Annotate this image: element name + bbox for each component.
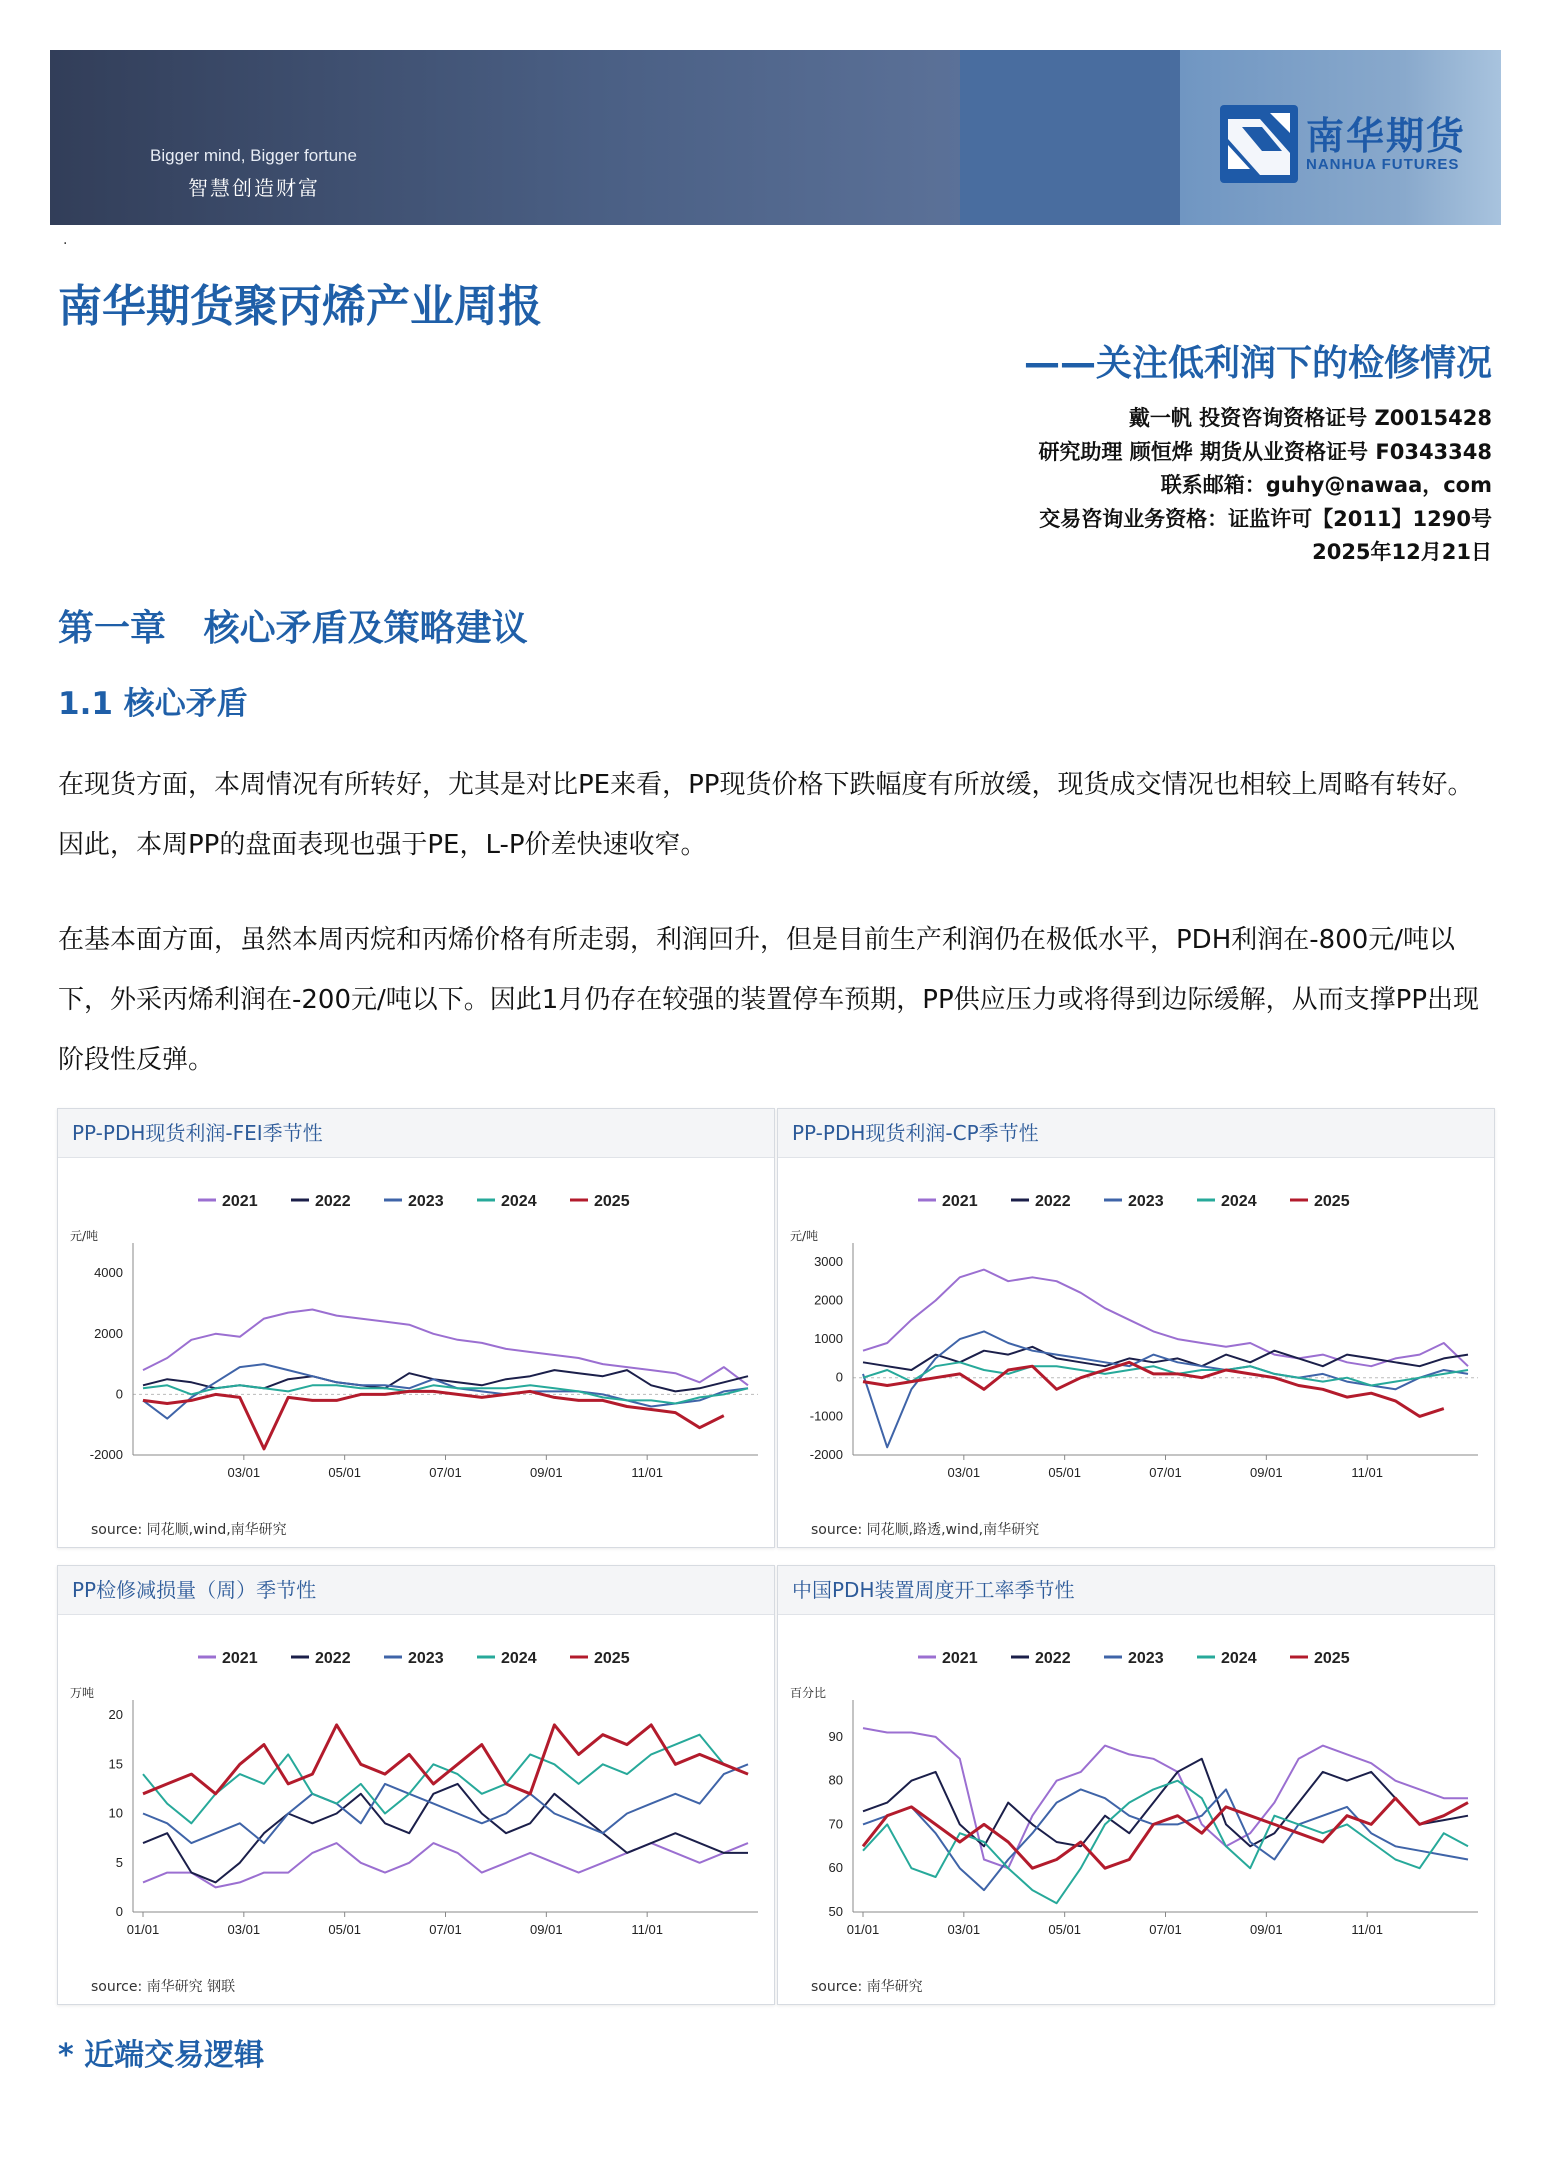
y-tick-label: -1000 xyxy=(809,1408,843,1424)
y-tick-label: -2000 xyxy=(809,1447,843,1462)
x-tick-label: 07/01 xyxy=(1149,1922,1182,1937)
legend-label-2022: 2022 xyxy=(1035,1193,1071,1210)
series-line-2023 xyxy=(143,1764,748,1843)
y-axis-unit: 百分比 xyxy=(790,1686,827,1700)
series-line-2025 xyxy=(143,1725,748,1794)
x-tick-label: 05/01 xyxy=(328,1465,361,1480)
y-tick-label: 5 xyxy=(115,1854,123,1870)
series-line-2022 xyxy=(863,1759,1468,1847)
x-tick-label: 07/01 xyxy=(429,1922,462,1937)
series-line-2023 xyxy=(863,1331,1468,1447)
legend-label-2021: 2021 xyxy=(942,1650,978,1667)
y-tick-label: 2000 xyxy=(814,1292,843,1308)
series-line-2024 xyxy=(143,1735,748,1824)
x-tick-label: 09/01 xyxy=(1250,1922,1283,1937)
legend-label-2024: 2024 xyxy=(501,1650,537,1667)
chart-source: source: 南华研究 钢联 xyxy=(91,1979,236,1995)
chart-title: 中国PDH装置周度开工率季节性 xyxy=(778,1566,1494,1615)
report-subtitle: ——关注低利润下的检修情况 xyxy=(1023,343,1492,384)
y-axis-unit: 元/吨 xyxy=(790,1229,819,1243)
y-tick-label: 0 xyxy=(115,1904,123,1919)
x-tick-label: 03/01 xyxy=(947,1922,981,1937)
slogan-cn: 智慧创造财富 xyxy=(188,176,320,200)
y-tick-label: 10 xyxy=(108,1805,123,1821)
footer-heading: * 近端交易逻辑 xyxy=(58,2038,265,2073)
x-tick-label: 11/01 xyxy=(1351,1465,1383,1480)
series-line-2021 xyxy=(143,1310,748,1386)
legend-label-2024: 2024 xyxy=(1221,1193,1257,1210)
y-axis-unit: 万吨 xyxy=(70,1686,95,1700)
y-tick-label: 0 xyxy=(115,1386,123,1402)
slogan-en: Bigger mind, Bigger fortune xyxy=(150,146,357,165)
x-tick-label: 03/01 xyxy=(227,1922,261,1937)
x-tick-label: 05/01 xyxy=(1048,1465,1081,1480)
nanhua-logo xyxy=(1220,105,1466,183)
banner-middle xyxy=(960,50,1180,225)
y-axis-unit: 元/吨 xyxy=(70,1229,99,1243)
chart-title: PP-PDH现货利润-CP季节性 xyxy=(778,1109,1494,1158)
chapter-heading: 第一章 核心矛盾及策略建议 xyxy=(58,608,528,649)
x-tick-label: 09/01 xyxy=(530,1922,563,1937)
logo-text-en: NANHUA FUTURES xyxy=(1306,155,1460,173)
y-tick-label: 1000 xyxy=(814,1331,843,1347)
author-line: 交易咨询业务资格：证监许可【2011】1290号 xyxy=(1039,506,1492,531)
chart-plot xyxy=(778,1158,1494,1498)
y-tick-label: 80 xyxy=(828,1772,843,1788)
author-line: 联系邮箱：guhy@nawaa，com xyxy=(1160,473,1492,497)
series-line-2021 xyxy=(863,1270,1468,1367)
legend-label-2024: 2024 xyxy=(1221,1650,1257,1667)
legend-label-2021: 2021 xyxy=(222,1650,258,1667)
legend-label-2021: 2021 xyxy=(222,1193,258,1210)
stray-dot: . xyxy=(63,232,68,248)
report-date: 2025年12月21日 xyxy=(1312,540,1492,564)
chart-plot xyxy=(58,1615,774,1955)
y-tick-label: 3000 xyxy=(814,1253,843,1269)
y-tick-label: 50 xyxy=(828,1904,843,1919)
chart-source: source: 同花顺,路透,wind,南华研究 xyxy=(811,1522,1040,1538)
x-tick-label: 05/01 xyxy=(328,1922,361,1937)
header-banner xyxy=(50,50,1501,225)
x-tick-label: 07/01 xyxy=(1149,1465,1182,1480)
x-tick-label: 07/01 xyxy=(429,1465,462,1480)
series-line-2023 xyxy=(863,1789,1468,1890)
legend-label-2022: 2022 xyxy=(315,1193,351,1210)
legend-label-2023: 2023 xyxy=(1128,1650,1164,1667)
chart-pdh-operating-rate xyxy=(777,1565,1495,2005)
y-tick-label: 90 xyxy=(828,1728,843,1744)
legend-label-2023: 2023 xyxy=(1128,1193,1164,1210)
y-tick-label: 2000 xyxy=(94,1325,123,1341)
paragraph-spot: 在现货方面，本周情况有所转好，尤其是对比PE来看，PP现货价格下跌幅度有所放缓，现货成交情况也相较上周略有转好。因此，本周PP的盘面表现也强于PE，L-P价差快速收窄。 xyxy=(58,770,1474,860)
chart-source: source: 同花顺,wind,南华研究 xyxy=(91,1522,287,1538)
legend-label-2023: 2023 xyxy=(408,1193,444,1210)
series-line-2025 xyxy=(863,1362,1444,1416)
author-block xyxy=(1038,402,1492,570)
x-tick-label: 03/01 xyxy=(947,1465,981,1480)
x-tick-label: 11/01 xyxy=(631,1922,663,1937)
banner-right xyxy=(1180,50,1501,225)
series-line-2022 xyxy=(143,1784,748,1883)
series-line-2021 xyxy=(143,1843,748,1887)
chart-pp-maintenance-loss xyxy=(57,1565,775,2005)
legend-label-2025: 2025 xyxy=(1314,1650,1350,1667)
x-tick-label: 09/01 xyxy=(530,1465,563,1480)
legend-label-2022: 2022 xyxy=(1035,1650,1071,1667)
x-tick-label: 05/01 xyxy=(1048,1922,1081,1937)
y-tick-label: 0 xyxy=(835,1369,843,1385)
x-tick-label: 11/01 xyxy=(631,1465,663,1480)
x-tick-label: 01/01 xyxy=(846,1922,880,1937)
chart-title: PP-PDH现货利润-FEI季节性 xyxy=(58,1109,774,1158)
nanhua-logo-icon xyxy=(1220,105,1298,183)
series-line-2024 xyxy=(863,1781,1468,1904)
y-tick-label: 4000 xyxy=(94,1265,123,1281)
chart-source: source: 南华研究 xyxy=(811,1979,923,1995)
paragraph-fundamental: 在基本面方面，虽然本周丙烷和丙烯价格有所走弱，利润回升，但是目前生产利润仍在极低水平，PDH利润在-800元/吨以下，外采丙烯利润在-200元/吨以下。因此1月仍存在较强的装置停车预期，PP供应压力或将得到边际缓解，从而支撑PP出现阶段性反弹。 xyxy=(58,925,1480,1075)
series-line-2022 xyxy=(143,1370,748,1391)
chart-plot xyxy=(58,1158,774,1498)
legend-label-2025: 2025 xyxy=(594,1193,630,1210)
y-tick-label: 60 xyxy=(828,1860,843,1876)
chart-plot xyxy=(778,1615,1494,1955)
legend-label-2024: 2024 xyxy=(501,1193,537,1210)
banner-left xyxy=(50,50,960,225)
chart-pp-pdh-fei xyxy=(57,1108,775,1548)
section-heading: 1.1 核心矛盾 xyxy=(58,686,248,722)
legend-label-2023: 2023 xyxy=(408,1650,444,1667)
x-tick-label: 03/01 xyxy=(227,1465,261,1480)
chart-pp-pdh-cp xyxy=(777,1108,1495,1548)
y-tick-label: -2000 xyxy=(89,1447,123,1462)
author-line: 戴一帆 投资咨询资格证号 Z0015428 xyxy=(1128,406,1492,430)
legend-label-2021: 2021 xyxy=(942,1193,978,1210)
legend-label-2022: 2022 xyxy=(315,1650,351,1667)
y-tick-label: 20 xyxy=(108,1707,123,1722)
logo-text-cn: 南华期货 xyxy=(1306,113,1467,158)
y-tick-label: 70 xyxy=(828,1816,843,1832)
legend-label-2025: 2025 xyxy=(1314,1193,1350,1210)
x-tick-label: 01/01 xyxy=(126,1922,160,1937)
legend-label-2025: 2025 xyxy=(594,1650,630,1667)
report-title: 南华期货聚丙烯产业周报 xyxy=(58,281,542,332)
author-line: 研究助理 顾恒烨 期货从业资格证号 F0343348 xyxy=(1038,439,1492,464)
chart-title: PP检修减损量（周）季节性 xyxy=(58,1566,774,1615)
x-tick-label: 09/01 xyxy=(1250,1465,1283,1480)
y-tick-label: 15 xyxy=(108,1756,123,1772)
x-tick-label: 11/01 xyxy=(1351,1922,1383,1937)
